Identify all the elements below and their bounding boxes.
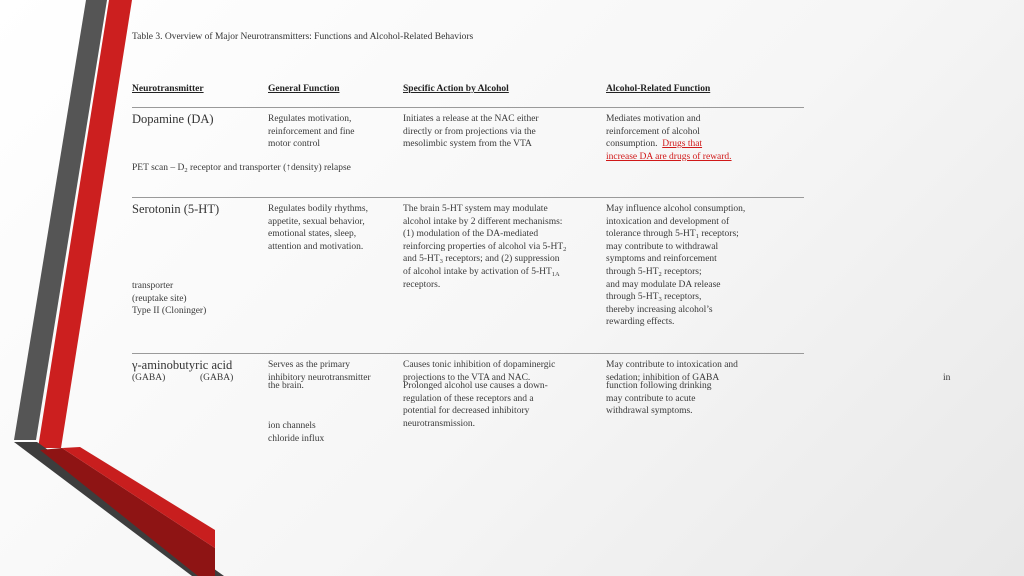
gaba-abbr-2: (GABA) bbox=[200, 373, 234, 383]
dopamine-name: Dopamine (DA) bbox=[132, 112, 214, 126]
gaba-general-extra: ion channels chloride influx bbox=[268, 421, 325, 444]
serotonin-general: Regulates bodily rhythms, appetite, sexual behavior, emotional states, sleep, attention and motivation. bbox=[268, 204, 369, 252]
gaba-alcohol: May contribute to intoxication and sedation; inhibition of GABA function following drinking may contribute to acute withdrawal symptoms. bbox=[606, 360, 738, 417]
header-neurotransmitter: Neurotransmitter bbox=[132, 84, 204, 94]
highlight-drugs-of-reward: increase DA are drugs of reward. bbox=[606, 151, 732, 162]
dopamine-specific: Initiates a release at the NAC either directly or from projections via the mesolimbic system from the VTA bbox=[403, 114, 539, 150]
serotonin-divider bbox=[132, 353, 804, 354]
gaba-specific: Causes tonic inhibition of dopaminergic projections to the VTA and NAC. Prolonged alcohol use causes a down- regulation of these receptors and a potential for decreased inhibitory neurotransmission. bbox=[403, 360, 556, 429]
serotonin-specific: The brain 5-HT system may modulate alcohol intake by 2 different mechanisms: (1) modulation of the DA-mediated reinforcing properties of alcohol via $5-HT_2$ and $5-HT_3$ receptors; and (2) suppression of alcohol intake by activation of $5-HT_{1A}$ receptors. bbox=[403, 204, 567, 290]
red-stripe-top bbox=[38, 0, 132, 448]
gaba-name: γ-aminobutyric acid bbox=[132, 358, 233, 372]
header-alcohol-function: Alcohol-Related Function bbox=[606, 84, 711, 94]
gaba-abbr-1: (GABA) bbox=[132, 373, 166, 383]
up-arrow-icon: ↑ bbox=[286, 163, 291, 173]
header-specific-action: Specific Action by Alcohol bbox=[403, 84, 509, 94]
dopamine-alcohol: Mediates motivation and reinforcement of alcohol consumption. Drugs that increase DA are drugs of reward. bbox=[606, 114, 732, 162]
gray-stripe-bottom bbox=[14, 442, 224, 576]
table-title: Table 3. Overview of Major Neurotransmitters: Functions and Alcohol-Related Behaviors bbox=[132, 32, 474, 42]
gray-stripe-top bbox=[14, 0, 107, 440]
red-stripe-bottom bbox=[62, 447, 215, 548]
highlight-drugs-that: Drugs that bbox=[662, 139, 703, 150]
header-divider bbox=[132, 107, 804, 108]
gaba-stray-text: in bbox=[943, 373, 951, 383]
serotonin-name: Serotonin (5-HT) bbox=[132, 202, 220, 216]
serotonin-alcohol: May influence alcohol consumption, intoxication and development of tolerance through $5-HT_1$ receptors; may contribute to withdrawal symptoms and reinforcement through $5-HT_2$ receptors; and may modulate DA release through $5-HT_3$ receptors, thereby increasing alcohol’s rewarding effects. bbox=[606, 204, 746, 328]
dopamine-general: Regulates motivation, reinforcement and fine motor control bbox=[268, 114, 355, 150]
dopamine-pet-note: PET scan – $D_2$ receptor and transporter (↑density) relapse bbox=[132, 163, 351, 174]
dark-red-stripe-bottom bbox=[40, 448, 215, 576]
dopamine-divider bbox=[132, 197, 804, 198]
gaba-general: Serves as the primary inhibitory neurotransmitter the brain. bbox=[268, 360, 371, 392]
serotonin-notes: transporter (reuptake site) Type II (Cloninger) bbox=[132, 281, 207, 317]
header-general-function: General Function bbox=[268, 84, 340, 94]
